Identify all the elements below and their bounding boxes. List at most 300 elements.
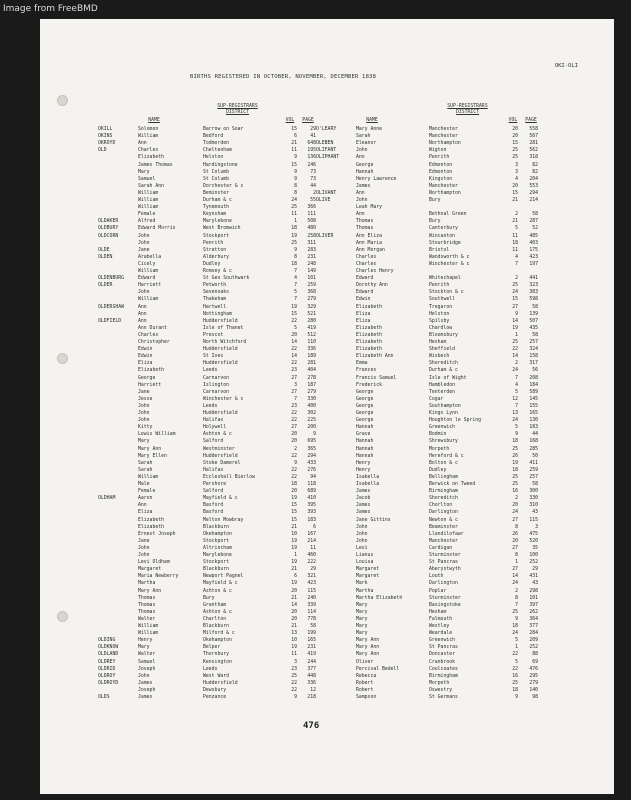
forename-cell: George [356, 389, 374, 395]
district-cell: Beminster [203, 190, 229, 196]
forename-cell: George [138, 375, 156, 381]
volume-cell: 15 [291, 503, 297, 509]
district-cell: St Pancras [429, 645, 458, 651]
page-ref-cell: 115 [529, 517, 538, 523]
district-cell: Stockport [203, 538, 229, 544]
volume-cell: 9 [515, 311, 518, 317]
page-range: OKI-OLI [554, 63, 578, 69]
page-ref-cell: 52 [532, 226, 538, 232]
forename-cell: William [138, 205, 159, 211]
forename-cell: James [138, 695, 153, 700]
volume-cell: 24 [512, 418, 518, 424]
forename-cell: Thomas [138, 609, 156, 615]
forename-cell: John [356, 148, 368, 154]
page-ref-cell: 285 [529, 446, 538, 452]
page-ref-cell: 441 [529, 276, 538, 282]
surname-cell: OLDENBURG [98, 276, 124, 282]
district-cell: Kensington [203, 659, 232, 665]
page-ref-cell: 507 [529, 318, 538, 324]
volume-cell: 2 [515, 496, 518, 502]
district-cell: Blackburn [203, 624, 229, 629]
district-cell: St Ives [203, 354, 224, 360]
page-ref-cell: 110 [307, 340, 316, 345]
forename-cell: James [356, 510, 371, 516]
volume-cell: 25 [512, 340, 518, 345]
page-ref-cell: 69 [532, 659, 538, 665]
volume-cell: 25 [512, 474, 518, 480]
page-ref-cell: 183 [529, 425, 538, 431]
forename-cell: Walter [138, 652, 156, 658]
page-ref-cell: 82 [532, 169, 538, 175]
volume-cell: 25 [512, 446, 518, 452]
page-ref-cell: 287 [529, 219, 538, 225]
forename-cell: Margaret [138, 567, 162, 573]
page-ref-cell: 184 [529, 382, 538, 388]
forename-cell: Robert [356, 680, 374, 686]
district-cell: Sturminster [429, 553, 461, 558]
forename-cell: James [356, 503, 371, 509]
volume-cell: 4 [294, 276, 297, 282]
page-ref-cell: 311 [307, 240, 316, 246]
forename-cell: Hannah [356, 425, 374, 431]
district-cell: Huddersfield [203, 453, 238, 459]
district-cell: Penrith [429, 155, 450, 161]
forename-cell: William [138, 190, 159, 196]
page-ref-cell: 448 [307, 673, 316, 679]
volume-cell: 4 [515, 382, 518, 388]
forename-cell: Mary Ann [138, 446, 162, 452]
page-ref-cell: 321 [307, 574, 316, 580]
volume-cell: 19 [291, 645, 297, 651]
forename-cell: Samuel [138, 176, 156, 182]
page-ref-cell: 589 [529, 389, 538, 395]
page-ref-cell: 94 [310, 474, 316, 480]
district-cell: Cranbrook [429, 659, 455, 665]
forename-cell: Sarah [138, 460, 153, 466]
volume-cell: 19 [512, 460, 518, 466]
volume-cell: 24 [512, 290, 518, 296]
district-cell: Newport Pagnel [203, 574, 244, 580]
volume-cell: 23 [291, 403, 297, 409]
page-ref-cell: 400 [307, 403, 316, 409]
page-ref-cell: 567 [529, 134, 538, 140]
volume-cell: 2 [515, 588, 518, 594]
district-cell: Halifax [203, 467, 224, 473]
volume-cell: 1 [515, 645, 518, 651]
volume-cell: 22 [291, 680, 297, 686]
forename-cell: William [138, 297, 159, 303]
forename-cell: George [356, 162, 374, 168]
page-ref-cell: 283 [307, 247, 316, 253]
forename-cell: Elizabeth [356, 347, 382, 353]
forename-cell: Elizabeth [356, 340, 382, 345]
volume-cell: 20 [291, 432, 297, 438]
page-ref-cell: 136 [307, 155, 316, 161]
register-page [40, 19, 614, 794]
district-cell: Isle of Thanet [203, 325, 244, 331]
page-ref-cell: 35 [532, 545, 538, 551]
district-cell: Hexham [429, 609, 447, 615]
forename-cell: Jacob [356, 496, 371, 502]
page-ref-cell: 11 [310, 545, 316, 551]
volume-cell: 15 [291, 311, 297, 317]
volume-cell: 19 [291, 581, 297, 587]
page-ref-cell: 419 [307, 652, 316, 658]
district-cell: Barrow on Soar [203, 127, 244, 132]
district-cell: Doncaster [429, 652, 455, 658]
district-cell: Melton Mowbray [203, 517, 244, 523]
page-ref-cell: 476 [529, 666, 538, 672]
page-ref-cell: 298 [529, 588, 538, 594]
surname-cell: OLDCORN [98, 233, 119, 239]
volume-cell: 9 [515, 695, 518, 700]
binding-hole-icon [57, 611, 68, 622]
page-ref-cell: 9 [313, 432, 316, 438]
district-cell: Manchester [429, 127, 458, 132]
forename-cell: Alfred [138, 219, 156, 225]
forename-cell: Jesse [138, 396, 153, 402]
volume-cell: 9 [294, 695, 297, 700]
page-ref-cell: 423 [307, 581, 316, 587]
forename-cell: Oliver [356, 659, 374, 665]
forename-cell: Elizabeth [356, 304, 382, 310]
district-cell: Marylebone [203, 219, 232, 225]
forename-cell: Mary [356, 602, 368, 608]
forename-cell: Ann [138, 503, 147, 509]
volume-cell: 7 [294, 269, 297, 274]
district-cell: Hartwell [203, 304, 227, 310]
district-cell: Bristol [429, 247, 450, 253]
district-cell: Winchester & c [429, 261, 470, 267]
page-ref-cell: 329 [307, 304, 316, 310]
surname-cell: OLD [98, 148, 107, 154]
district-cell: Romsey & c [203, 269, 232, 274]
forename-cell: Hannah [356, 446, 374, 452]
forename-cell: Ann [138, 318, 147, 324]
volume-cell: 19 [291, 304, 297, 310]
page-ref-cell: 204 [529, 176, 538, 182]
forename-cell: Mary Ann [356, 638, 380, 644]
page-ref-cell: 58 [532, 332, 538, 338]
forename-cell: Francis Samuel [356, 375, 397, 381]
district-cell: Kings Lynn [429, 411, 458, 416]
forename-cell: Hannah [356, 453, 374, 459]
page-ref-cell: 139 [529, 311, 538, 317]
forename-cell: Elizabeth [138, 155, 164, 161]
forename-cell: Eliza [138, 361, 153, 367]
volume-cell: 14 [512, 574, 518, 580]
volume-cell: 7 [515, 602, 518, 608]
forename-cell: Charles Henry [356, 269, 394, 274]
volume-cell: 25 [512, 482, 518, 487]
volume-cell: 25 [291, 673, 297, 679]
district-cell: Basford [203, 503, 224, 509]
page-ref-cell: 336 [307, 347, 316, 353]
district-cell: Blackburn [203, 567, 229, 573]
forename-cell: William [138, 269, 159, 274]
page-ref-cell: 257 [529, 340, 538, 345]
page-ref-cell: 317 [529, 361, 538, 367]
forename-cell: Maria Newberry [138, 574, 179, 580]
page-ref-cell: 199 [307, 631, 316, 637]
page-ref-cell: 100 [529, 553, 538, 558]
district-header: SUP-REGISTRARS DISTRICT [447, 104, 488, 115]
volume-cell: 10 [291, 638, 297, 644]
district-cell: Dewsbury [203, 687, 227, 693]
volume-cell: 9 [294, 169, 297, 175]
forename-cell: Joseph [138, 666, 156, 672]
page-ref-cell: 330 [307, 396, 316, 402]
page-ref-cell: 58 [532, 482, 538, 487]
district-cell: Canterbury [429, 226, 458, 232]
district-cell: Stoke Damerel [203, 460, 241, 466]
forename-cell: Ann Maria [356, 240, 382, 246]
district-cell: Northampton [429, 190, 461, 196]
volume-cell: 25 [512, 609, 518, 615]
page-ref-cell: 158 [529, 354, 538, 360]
forename-cell: William [138, 631, 159, 637]
district-header: SUP-REGISTRARS DISTRICT [217, 104, 258, 115]
district-cell: Birmingham [429, 673, 458, 679]
forename-cell: Harriett [138, 283, 162, 289]
forename-cell: John [138, 418, 150, 424]
district-cell: Bellingham [429, 474, 458, 480]
forename-cell: Margaret [356, 567, 380, 573]
volume-cell: 19 [512, 325, 518, 331]
forename-cell: Female [138, 212, 156, 218]
district-cell: Bodmin [429, 432, 447, 438]
district-cell: Ashton & c [203, 609, 232, 615]
page-ref-cell: 214 [529, 198, 538, 203]
page-ref-cell: 225 [307, 418, 316, 424]
volume-cell: 18 [512, 439, 518, 445]
forename-cell: John [138, 545, 150, 551]
binding-hole-icon [57, 353, 68, 364]
forename-cell: Mary [356, 616, 368, 622]
page-ref-cell: 58 [532, 304, 538, 310]
surname-cell: OLIVER [316, 233, 334, 239]
page-ref-cell: 310 [529, 503, 538, 509]
district-cell: Stockport [203, 560, 229, 566]
page-ref-cell: 165 [307, 638, 316, 644]
district-cell: Blackburn [203, 524, 229, 530]
district-cell: Helston [429, 311, 450, 317]
volume-cell: 25 [512, 148, 518, 154]
page-ref-cell: 553 [529, 183, 538, 189]
volume-cell: 2 [515, 361, 518, 367]
forename-cell: Henry [138, 638, 153, 644]
page-ref-cell: 460 [307, 553, 316, 558]
volume-cell: 21 [291, 141, 297, 147]
volume-cell: 14 [291, 340, 297, 345]
page-ref-cell: 167 [307, 531, 316, 537]
volume-cell: 22 [291, 347, 297, 353]
volume-cell: 19 [291, 560, 297, 566]
surname-cell: OLDROYD [98, 680, 119, 686]
forename-cell: Eliza [356, 311, 371, 317]
surname-cell: OLDKNOW [98, 645, 119, 651]
page-ref-cell: 3 [535, 524, 538, 530]
forename-cell: John [356, 198, 368, 203]
volume-cell: 5 [515, 389, 518, 395]
page-ref-cell: 118 [307, 482, 316, 487]
volume-cell: 22 [291, 318, 297, 324]
volume-cell: 27 [512, 567, 518, 573]
page-ref-cell: 149 [307, 269, 316, 274]
district-cell: Holywell [203, 425, 227, 431]
page-ref-cell: 209 [529, 638, 538, 644]
volume-cell: 15 [291, 510, 297, 516]
district-cell: Northampton [429, 141, 461, 147]
page-ref-cell: 140 [529, 687, 538, 693]
page-ref-cell: 197 [529, 261, 538, 267]
image-credit: Image from FreeBMD [3, 4, 98, 14]
volume-cell: 18 [512, 624, 518, 629]
volume-cell: 10 [291, 531, 297, 537]
page-ref-cell: 281 [307, 361, 316, 367]
district-cell: Nottingham [203, 311, 232, 317]
page-ref-cell: 485 [529, 233, 538, 239]
district-cell: Mayfield & c [203, 496, 238, 502]
volume-cell: 8 [294, 254, 297, 260]
page-ref-cell: 512 [307, 332, 316, 338]
volume-cell: 5 [515, 659, 518, 665]
page-ref-cell: 195 [307, 148, 316, 154]
district-cell: St Columb [203, 169, 229, 175]
page-ref-cell: 368 [307, 290, 316, 296]
district-cell: Salford [203, 489, 224, 495]
volume-cell: 5 [294, 290, 297, 296]
district-cell: Leeds [203, 403, 218, 409]
district-cell: Okehampton [203, 638, 232, 644]
forename-cell: Joseph [138, 687, 156, 693]
page-ref-cell: 41 [310, 134, 316, 140]
page-ref-cell: 258 [307, 233, 316, 239]
volume-cell: 5 [515, 425, 518, 431]
volume-cell: 1 [294, 219, 297, 225]
forename-cell: Sarah [138, 467, 153, 473]
volume-cell: 7 [294, 297, 297, 303]
district-cell: Prescot [203, 332, 224, 338]
forename-cell: Margaret [356, 574, 380, 580]
volume-cell: 23 [291, 368, 297, 374]
forename-cell: John [138, 403, 150, 409]
forename-cell: Elizabeth Ann [356, 354, 394, 360]
volume-cell: 23 [291, 666, 297, 672]
volume-cell: 19 [291, 233, 297, 239]
page-ref-cell: 248 [307, 261, 316, 267]
forename-cell: John [356, 531, 368, 537]
district-cell: Huddersfield [203, 361, 238, 367]
district-cell: Grantham [203, 602, 227, 608]
forename-cell: Isabella [356, 482, 380, 487]
page-ref-cell: 29 [532, 567, 538, 573]
volume-cell: 9 [294, 460, 297, 466]
forename-cell: Sarah Ann [138, 183, 164, 189]
district-cell: Hardingstone [203, 162, 238, 168]
district-cell: Durham & c [429, 368, 458, 374]
district-cell: St Geo Southwark [203, 276, 250, 282]
volume-cell: 19 [291, 545, 297, 551]
volume-cell: 27 [512, 304, 518, 310]
forename-cell: Mary [138, 645, 150, 651]
volume-cell: 27 [512, 545, 518, 551]
district-cell: Bury [429, 219, 441, 225]
page-ref-cell: 165 [529, 411, 538, 416]
page-ref-cell: 43 [532, 510, 538, 516]
volume-cell: 15 [291, 127, 297, 132]
district-cell: Stratton [203, 247, 227, 253]
volume-cell: 25 [291, 205, 297, 211]
district-cell: West Ward [203, 673, 229, 679]
forename-cell: Thomas [138, 595, 156, 601]
page-ref-cell: 339 [307, 602, 316, 608]
page-ref-cell: 114 [307, 609, 316, 615]
forename-cell: Sarah [356, 134, 371, 140]
forename-cell: Frederick [356, 382, 382, 388]
forename-cell: Levi Oldham [138, 560, 170, 566]
district-cell: West Bromwich [203, 226, 241, 232]
district-cell: Sevenoaks [203, 290, 229, 296]
page-ref-cell: 155 [529, 403, 538, 409]
forename-cell: George [356, 396, 374, 402]
page-ref-cell: 364 [529, 616, 538, 622]
volume-cell: 15 [291, 517, 297, 523]
district-cell: Charlton [203, 616, 227, 622]
page-ref-cell: 383 [529, 290, 538, 296]
volume-cell: 8 [515, 524, 518, 530]
district-cell: Cogar [429, 396, 444, 402]
page-ref-cell: 431 [529, 574, 538, 580]
forename-cell: Mark [356, 581, 368, 587]
forename-cell: Lianus [356, 553, 374, 558]
volume-cell: 2 [515, 212, 518, 218]
forename-cell: Ann [138, 141, 147, 147]
district-cell: Thakeham [203, 297, 227, 303]
forename-cell: Ann [356, 190, 365, 196]
forename-cell: Mary Ann [356, 652, 380, 658]
page-ref-cell: 598 [529, 297, 538, 303]
forename-cell: Cicely [138, 261, 156, 267]
page-ref-cell: 175 [529, 247, 538, 253]
district-cell: Stockton & c [429, 290, 464, 296]
page-ref-cell: 520 [529, 538, 538, 544]
page-ref-cell: 410 [307, 496, 316, 502]
page-ref-cell: 480 [307, 226, 316, 232]
page-ref-cell: 695 [307, 439, 316, 445]
volume-cell: 22 [512, 652, 518, 658]
forename-cell: John [138, 233, 150, 239]
volume-cell: 22 [291, 467, 297, 473]
district-cell: Aberystwyth [429, 567, 461, 573]
forename-cell: Ann [356, 212, 365, 218]
district-cell: Bolton & c [429, 460, 458, 466]
district-cell: St Columb [203, 176, 229, 182]
volume-cell: 27 [291, 425, 297, 431]
district-cell: Tregaron [429, 304, 453, 310]
district-cell: Basingstoke [429, 602, 461, 608]
surname-cell: OKILL [98, 127, 113, 132]
district-cell: Altrincham [203, 545, 232, 551]
forename-cell: Charles [138, 332, 159, 338]
volume-cell: 9 [515, 432, 518, 438]
volume-cell: 7 [515, 261, 518, 267]
volume-cell: 3 [294, 382, 297, 388]
page-ref-cell: 419 [307, 325, 316, 331]
page-ref-cell: 12 [310, 687, 316, 693]
district-cell: Coulcoates [429, 666, 458, 672]
forename-cell: Ann [138, 304, 147, 310]
